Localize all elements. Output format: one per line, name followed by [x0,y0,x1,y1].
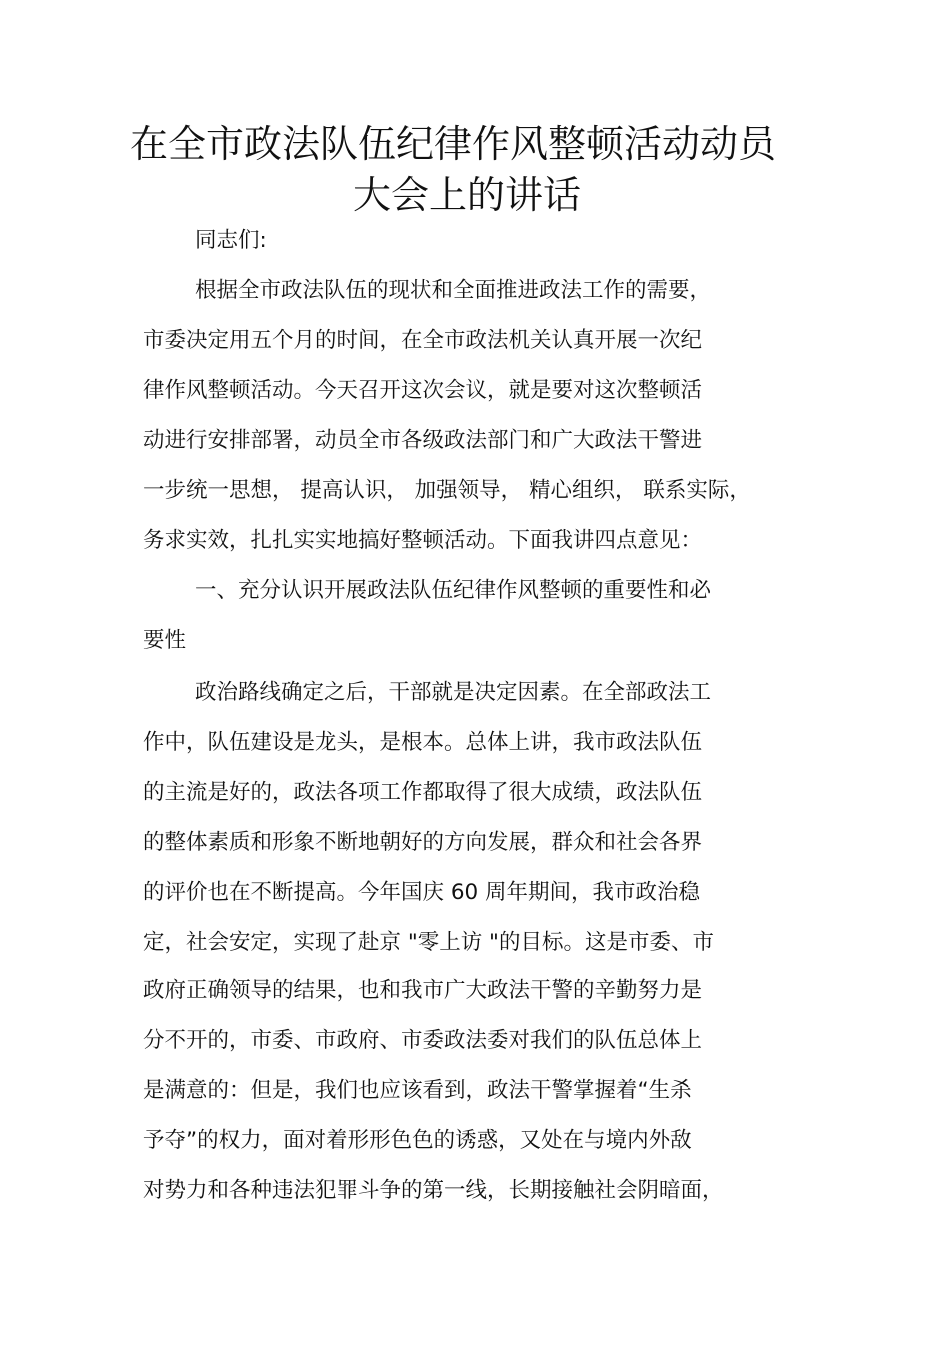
paragraph-line: 的整体素质和形象不断地朝好的方向发展，群众和社会各界 [143,830,703,855]
paragraph-line: 根据全市政法队伍的现状和全面推进政法工作的需要， [195,278,712,303]
paragraph-line: 动进行安排部署，动员全市各级政法部门和广大政法干警进 [143,428,703,453]
paragraph-line: 政府正确领导的结果，也和我市广大政法干警的辛勤努力是 [143,978,703,1003]
paragraph-line: 政治路线确定之后，干部就是决定因素。在全部政法工 [195,680,712,705]
paragraph-line: 分不开的，市委、市政府、市委政法委对我们的队伍总体上 [143,1028,703,1053]
paragraph-line: 的评价也在不断提高。今年国庆 60 周年期间，我市政治稳 [143,880,701,905]
document-title-line-1: 在全市政法队伍纪律作风整顿活动动员 [129,122,776,166]
paragraph-line: 市委决定用五个月的时间，在全市政法机关认真开展一次纪 [143,328,703,353]
paragraph-line: 定，社会安定，实现了赴京 "零上访 "的目标。这是市委、市 [143,930,714,955]
salutation: 同志们: [195,228,267,253]
paragraph-line: 是满意的：但是，我们也应该看到，政法干警掌握着“生杀 [143,1078,692,1103]
paragraph-line: 作中，队伍建设是龙头，是根本。总体上讲，我市政法队伍 [143,730,703,755]
paragraph-line: 予夺”的权力，面对着形形色色的诱惑，又处在与境内外敌 [143,1128,692,1153]
paragraph-line: 对势力和各种违法犯罪斗争的第一线，长期接触社会阴暗面， [143,1178,724,1203]
section-heading-line: 一、充分认识开展政法队伍纪律作风整顿的重要性和必 [195,578,712,603]
document-title-line-2: 大会上的讲话 [352,173,581,217]
paragraph-line: 一步统一思想， 提高认识， 加强领导， 精心组织， 联系实际， [143,478,751,503]
paragraph-line: 务求实效，扎扎实实地搞好整顿活动。下面我讲四点意见： [143,528,703,553]
paragraph-line: 律作风整顿活动。今天召开这次会议，就是要对这次整顿活 [143,378,703,403]
paragraph-line: 的主流是好的，政法各项工作都取得了很大成绩，政法队伍 [143,780,703,805]
section-heading-line: 要性 [143,628,187,653]
